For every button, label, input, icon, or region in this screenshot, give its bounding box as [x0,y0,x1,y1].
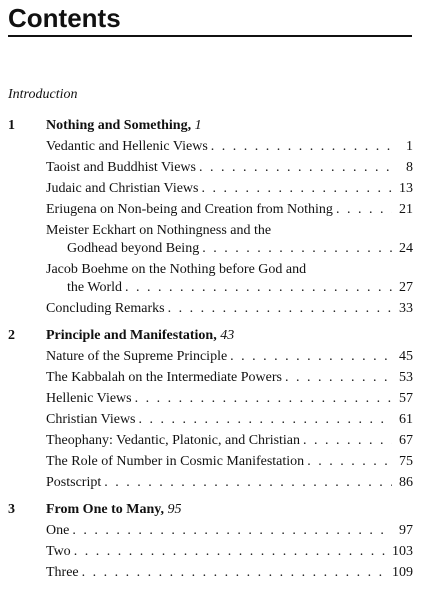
toc-entry[interactable] [46,201,413,219]
toc-entry-page-number: 21 [399,202,413,217]
toc-entry-title: Christian Views [46,412,136,427]
chapter-heading[interactable] [8,501,413,519]
toc-entry-title: The Kabbalah on the Intermediate Powers [46,370,282,385]
toc-entry-title: Meister Eckhart on Nothingness and the [46,223,272,238]
dot-leader [202,180,393,198]
toc-entry-line [46,474,413,492]
chapter-heading[interactable] [8,327,413,345]
chapter [8,501,413,582]
toc-entry[interactable] [46,390,413,408]
toc-entry[interactable] [46,432,413,450]
toc-entry-title: The Role of Number in Cosmic Manifestation [46,454,305,469]
dot-leader [307,453,392,471]
dot-leader [168,300,392,318]
dot-leader [125,279,392,297]
toc-entry-title: One [46,523,70,538]
toc-entry-title: Hellenic Views [46,391,132,406]
toc-entry[interactable] [46,348,413,366]
dot-leader [74,543,389,561]
toc-entry-page-number: 53 [399,370,413,385]
toc-entry-page-number: 8 [406,160,413,175]
toc-entry-page-number: 103 [392,544,413,559]
toc-entry[interactable] [46,453,413,471]
toc-entry-page-number: 33 [399,301,413,316]
toc-entry-title: Nature of the Supreme Principle [46,349,228,364]
toc-entry-line [46,411,413,429]
toc-entry-line [46,159,413,177]
toc-entry-line [46,300,413,318]
toc-entry-line [46,543,413,561]
dot-leader [202,240,392,258]
dot-leader [336,201,392,219]
toc-entry-page-number: 57 [399,391,413,406]
dot-leader [303,432,392,450]
dot-leader [72,522,392,540]
toc-entry[interactable] [46,159,413,177]
toc-entry-page-number: 45 [399,349,413,364]
toc-entry[interactable] [46,138,413,156]
toc-entry-title: Theophany: Vedantic, Platonic, and Christian [46,433,301,448]
chapter-title: Nothing and Something, [46,118,192,133]
toc-entry-page-number: 27 [399,280,413,295]
toc-entry-line [46,522,413,540]
toc-entry-title: Concluding Remarks [46,301,165,316]
toc-entry-line [46,261,413,279]
chapter-heading[interactable] [8,117,413,135]
toc-entry-title: Three [46,565,79,580]
toc-entry[interactable] [46,300,413,318]
toc-entry-title: Two [46,544,71,559]
dot-leader [199,159,392,177]
toc-entry-line [46,390,413,408]
chapter [8,327,413,492]
toc-entry-page-number: 97 [399,523,413,538]
toc-entry-line [46,348,413,366]
chapter-title-line [46,117,202,135]
toc-entry-line [46,222,413,240]
chapter-page-number: 1 [194,118,202,133]
toc-entry-page-number: 86 [399,475,413,490]
toc-entry[interactable] [46,180,413,198]
toc-entry[interactable] [46,474,413,492]
toc-entry-title: Jacob Boehme on the Nothing before God and [46,262,307,277]
toc-entry-page-number: 13 [399,181,413,196]
chapter-number: 3 [8,502,15,517]
chapter [8,117,413,318]
introduction-entry[interactable]: Introduction [8,87,78,102]
dot-leader [230,348,392,366]
toc-entry-line [46,201,413,219]
toc-entry-line [46,432,413,450]
toc-entry-line [46,180,413,198]
toc-entry-title: Taoist and Buddhist Views [46,160,196,175]
page-heading: Contents [8,2,412,37]
toc-entry-page-number: 75 [399,454,413,469]
dot-leader [211,138,392,156]
toc-entry-line [46,369,413,387]
chapter-number: 2 [8,328,15,343]
toc-entry-title: Vedantic and Hellenic Views [46,139,208,154]
chapter-title: From One to Many, [46,502,164,517]
toc-entry[interactable] [46,564,413,582]
toc-entry-title: Godhead beyond Being [67,241,200,256]
dot-leader [82,564,389,582]
table-of-contents [8,117,413,591]
toc-entry-page-number: 67 [399,433,413,448]
chapter-title: Principle and Manifestation, [46,328,217,343]
toc-entry-title: Postscript [46,475,102,490]
dot-leader [285,369,392,387]
dot-leader [139,411,392,429]
toc-entry-line [46,564,413,582]
chapter-number: 1 [8,118,15,133]
toc-entry-title: Eriugena on Non-being and Creation from Nothing [46,202,333,217]
toc-entry[interactable] [46,543,413,561]
toc-entry-page-number: 24 [399,241,413,256]
toc-entry-page-number: 1 [406,139,413,154]
dot-leader [135,390,392,408]
toc-entry-page-number: 109 [392,565,413,580]
toc-entry-line [46,240,413,258]
chapter-title-line [46,501,181,519]
chapter-page-number: 95 [167,502,182,517]
toc-entry[interactable] [46,522,413,540]
toc-entry-line [46,279,413,297]
toc-entry[interactable] [46,261,413,297]
toc-entry-title: the World [67,280,122,295]
toc-entry[interactable] [46,222,413,258]
toc-entry[interactable] [46,369,413,387]
dot-leader [104,474,392,492]
toc-entry-line [46,453,413,471]
chapter-title-line [46,327,234,345]
chapter-page-number: 43 [220,328,235,343]
toc-entry[interactable] [46,411,413,429]
toc-entry-title: Judaic and Christian Views [46,181,199,196]
toc-entry-line [46,138,413,156]
toc-entry-page-number: 61 [399,412,413,427]
